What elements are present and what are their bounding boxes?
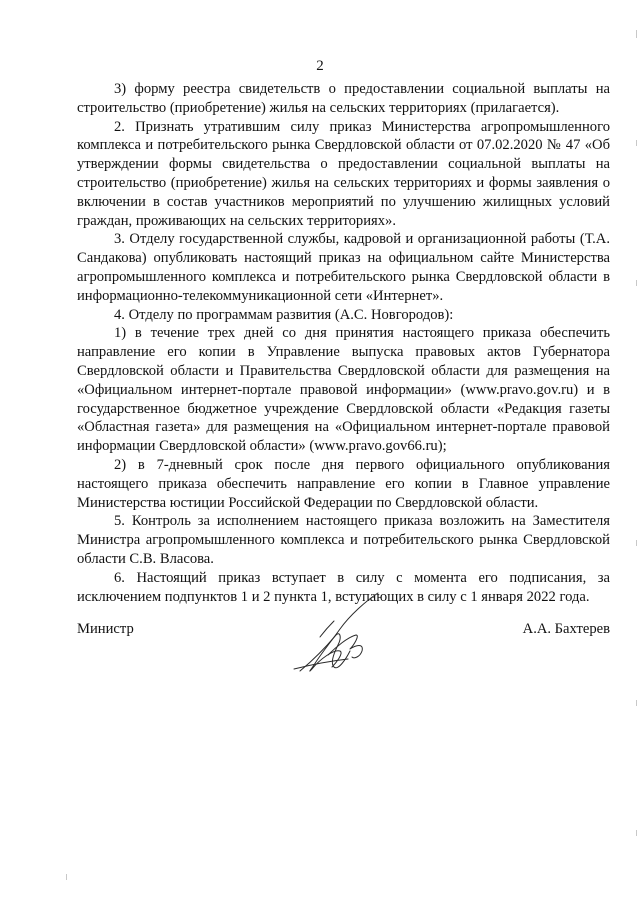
scan-edge-mark	[636, 30, 637, 38]
document-body	[77, 80, 610, 606]
scan-edge-mark	[636, 540, 637, 546]
paragraph-sub-1: 1) в течение трех дней со дня принятия настоящего приказа обеспечить направление его копии в Управление выпуска правовых актов Губернатора Свердловской области и Правительства Свердловской области для размещения на «Официальном интернет-портале правовой информации» (www.pravo.gov.ru) и в государственное бюджетное учреждение Свердловской области «Редакция газеты «Областная газета» для размещения на «Официальном интернет-портале правовой информации Свердловской области» (www.pravo.gov66.ru);	[77, 325, 610, 455]
handwritten-signature-icon	[290, 585, 380, 680]
signatory-title: Министр	[77, 621, 134, 637]
scan-edge-mark	[636, 280, 637, 286]
paragraph-repeal-order: 2. Признать утратившим силу приказ Министерства агропромышленного комплекса и потребительского рынка Свердловской области от 07.02.2020 № 47 «Об утверждении формы свидетельства о предоставлении социальной выплаты на строительство (приобретение) жилья на сельских территориях и формы заявления о включении в состав участников мероприятий по улучшению жилищных условий граждан, проживающих на сельских территориях».	[77, 118, 610, 229]
paragraph-sub-2: 2) в 7-дневный срок после дня первого официального опубликования настоящего приказа обеспечить направление его копии в Главное управление Министерства юстиции Российской Федерации по Свердловской области.	[77, 456, 610, 511]
scan-edge-mark	[66, 874, 67, 880]
paragraph-publication: 3. Отделу государственной службы, кадровой и организационной работы (Т.А. Сандакова) опубликовать настоящий приказ на официальном сайте Министерства агропромышленного комплекса и потребительского рынка Свердловской области в информационно-телекоммуникационной сети «Интернет».	[77, 231, 610, 304]
scan-edge-mark	[636, 830, 637, 836]
paragraph-control: 5. Контроль за исполнением настоящего приказа возложить на Заместителя Министра агропромышленного комплекса и потребительского рынка Свердловской области С.В. Власова.	[77, 513, 610, 567]
paragraph-form-registry: 3) форму реестра свидетельств о предоставлении социальной выплаты на строительство (приобретение) жилья на сельских территориях (прилагается).	[77, 81, 610, 116]
scan-edge-mark	[636, 140, 637, 146]
page-number: 2	[316, 58, 324, 74]
paragraph-effective-date: 6. Настоящий приказ вступает в силу с момента его подписания, за исключением подпунктов 1 и 2 пункта 1, вступающих в силу с 1 января 2022 года.	[77, 569, 610, 605]
scan-edge-mark	[636, 700, 637, 706]
signatory-name: А.А. Бахтерев	[522, 621, 610, 637]
paragraph-development-dept: 4. Отделу по программам развития (А.С. Новгородов):	[114, 306, 454, 323]
